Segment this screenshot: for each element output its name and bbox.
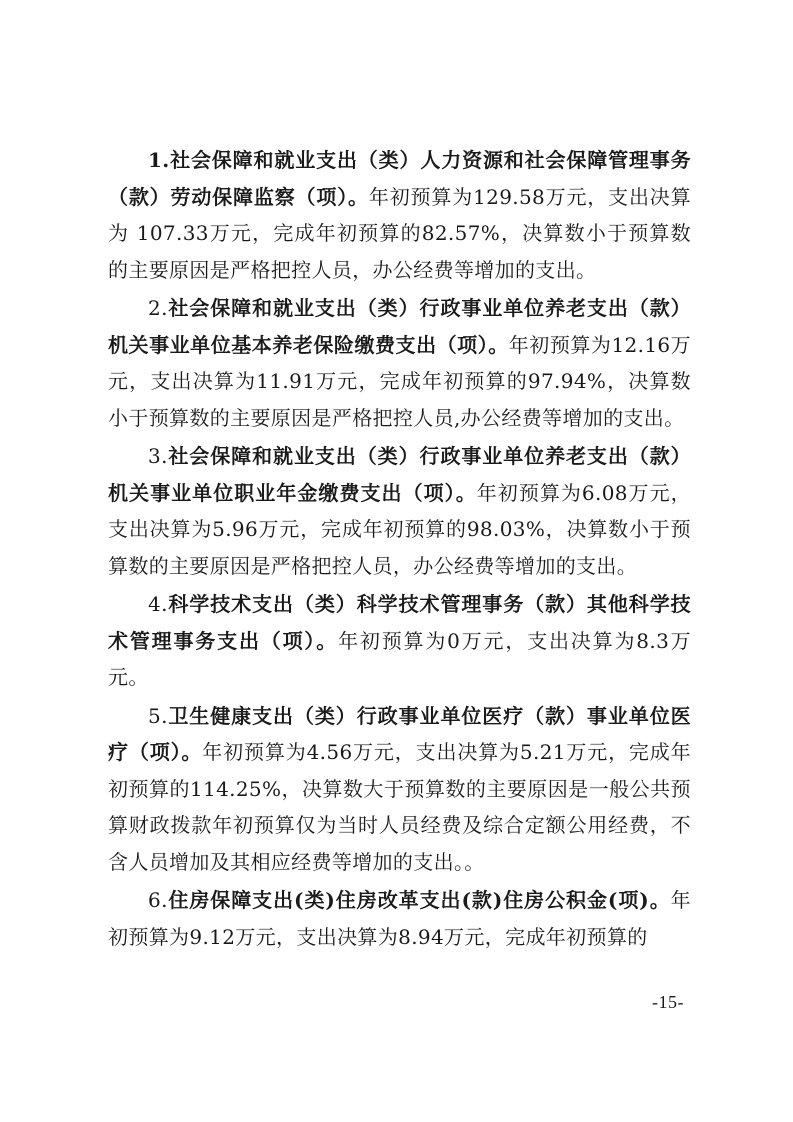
page-number: -15- [652,992,684,1012]
paragraph-5 [108,698,691,881]
paragraph-1-heading: 社会保障和就业支出（类）人力资源和社会保障管理事务（款）劳动保障监察（项）。 [108,148,691,209]
paragraph-2-number: 2. [148,296,168,320]
paragraph-3-heading: 社会保障和就业支出（类）行政事业单位养老支出（款）机关事业单位职业年金缴费支出（项）。 [108,444,691,505]
paragraph-2 [108,290,691,436]
paragraph-6-body: 年初预算为9.12万元，支出决算为8.94万元，完成年初预算的 [108,888,691,949]
paragraph-3-body: 年初预算为6.08万元，支出决算为5.96万元，完成年初预算的98.03%，决算数小于预算数的主要原因是严格把控人员，办公经费等增加的支出。 [108,480,691,578]
paragraph-4-number: 4. [148,592,168,616]
paragraph-3-number: 3. [148,444,168,468]
paragraph-1-number: 1. [148,148,170,172]
paragraph-5-number: 5. [148,703,168,728]
document-body [108,142,691,957]
paragraph-5-body: 年初预算为4.56万元，支出决算为5.21万元，完成年初预算的114.25%，决算数大于预算数的主要原因是一般公共预算财政拨款年初预算仅为当时人员经费及综合定额公用经费，不含人员增加及其相应经费等增加的支出。。 [108,740,691,874]
paragraph-1-body: 年初预算为129.58万元，支出决算为 107.33万元，完成年初预算的82.57%，决算数小于预算数的主要原因是严格把控人员，办公经费等增加的支出。 [108,184,691,282]
paragraph-3 [108,438,691,584]
paragraph-6 [108,882,691,955]
paragraph-6-heading: 住房保障支出(类)住房改革支出(款)住房公积金(项)。 [167,888,671,912]
paragraph-2-body: 年初预算为12.16万元，支出决算为11.91万元，完成年初预算的97.94%，决算数小于预算数的主要原因是严格把控人员,办公经费等增加的支出。 [108,332,692,430]
paragraph-4-heading: 科学技术支出（类）科学技术管理事务（款）其他科学技术管理事务支出（项）。 [108,592,691,653]
paragraph-6-number: 6. [148,888,168,912]
paragraph-4 [108,586,691,696]
paragraph-4-body: 年初预算为0万元，支出决算为8.3万元。 [108,628,691,689]
paragraph-1 [108,142,691,288]
paragraph-2-heading: 社会保障和就业支出（类）行政事业单位养老支出（款）机关事业单位基本养老保险缴费支出（项）。 [108,296,691,357]
paragraph-5-heading: 卫生健康支出（类）行政事业单位医疗（款）事业单位医疗（项）。 [108,703,691,764]
